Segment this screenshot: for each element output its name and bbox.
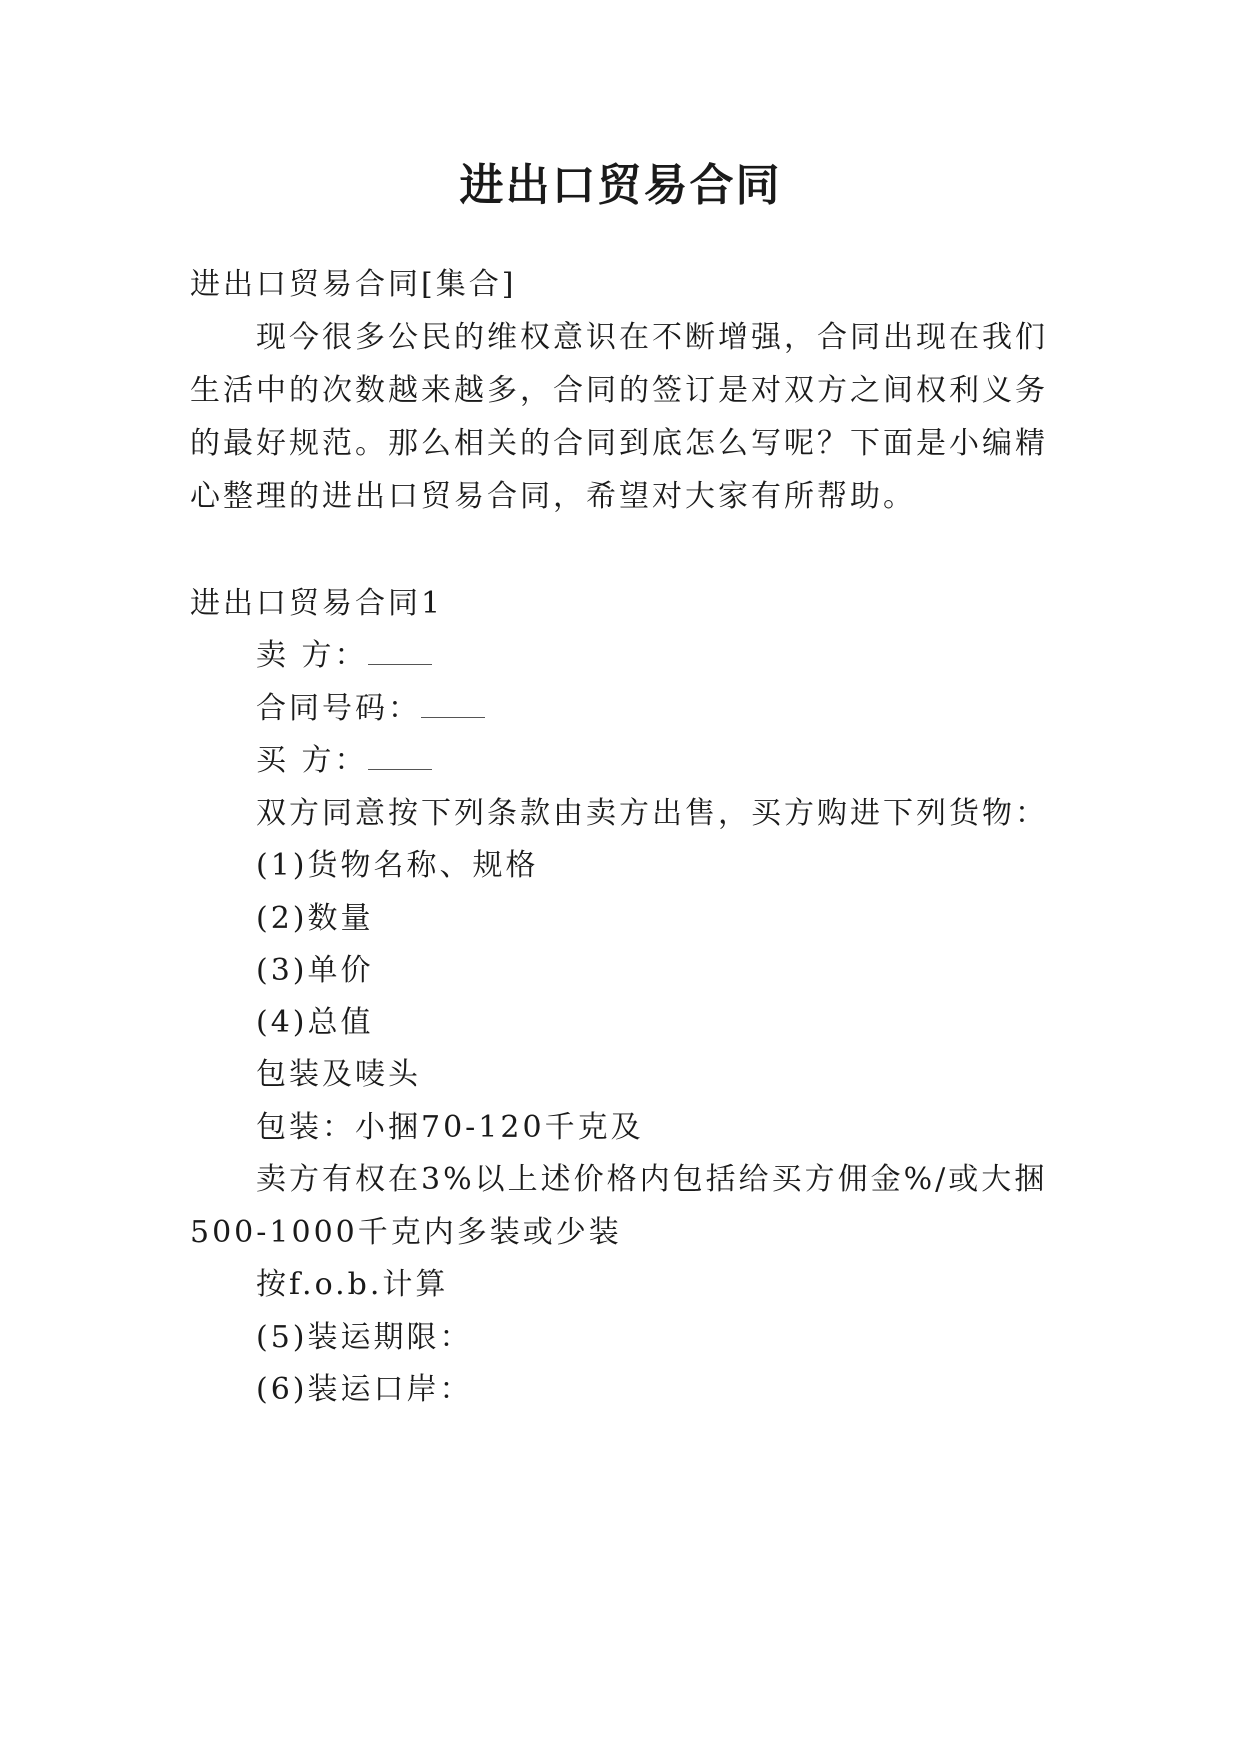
shipment-period: (5)装运期限： <box>256 1320 473 1355</box>
intro-line-4: 心整理的进出口贸易合同，希望对大家有所帮助。 <box>190 479 916 514</box>
section-heading: 进出口贸易合同1 <box>190 586 444 621</box>
shipment-port: (6)装运口岸： <box>256 1372 473 1407</box>
intro-line-1: 现今很多公民的维权意识在不断增强，合同出现在我们 <box>256 320 1048 355</box>
contract-number-label: 合同号码： <box>256 691 421 726</box>
document-title: 进出口贸易合同 <box>459 160 782 211</box>
buyer-label: 买 方： <box>256 743 368 778</box>
document-subtitle: 进出口贸易合同[集合] <box>190 267 517 302</box>
seller-label: 卖 方： <box>256 638 368 673</box>
commission-line-1: 卖方有权在3%以上述价格内包括给买方佣金%/或大捆 <box>256 1162 1048 1197</box>
contract-number-field <box>256 689 485 729</box>
intro-line-3: 的最好规范。那么相关的合同到底怎么写呢？下面是小编精 <box>190 426 1048 461</box>
contract-number-blank <box>421 691 485 718</box>
agreement-text: 双方同意按下列条款由卖方出售，买方购进下列货物： <box>256 796 1048 831</box>
intro-line-2: 生活中的次数越来越多，合同的签订是对双方之间权利义务 <box>190 373 1048 408</box>
item-unit-price: (3)单价 <box>256 953 374 988</box>
buyer-blank <box>368 743 432 770</box>
item-goods: (1)货物名称、规格 <box>256 848 539 883</box>
buyer-field <box>256 741 432 781</box>
packing-text: 包装：小捆70-120千克及 <box>256 1110 644 1145</box>
seller-field <box>256 636 432 676</box>
fob-text: 按f.o.b.计算 <box>256 1267 449 1302</box>
packing-heading: 包装及唛头 <box>256 1057 421 1092</box>
commission-line-2: 500-1000千克内多装或少装 <box>190 1215 622 1250</box>
item-quantity: (2)数量 <box>256 901 374 936</box>
item-total: (4)总值 <box>256 1005 374 1040</box>
seller-blank <box>368 638 432 665</box>
